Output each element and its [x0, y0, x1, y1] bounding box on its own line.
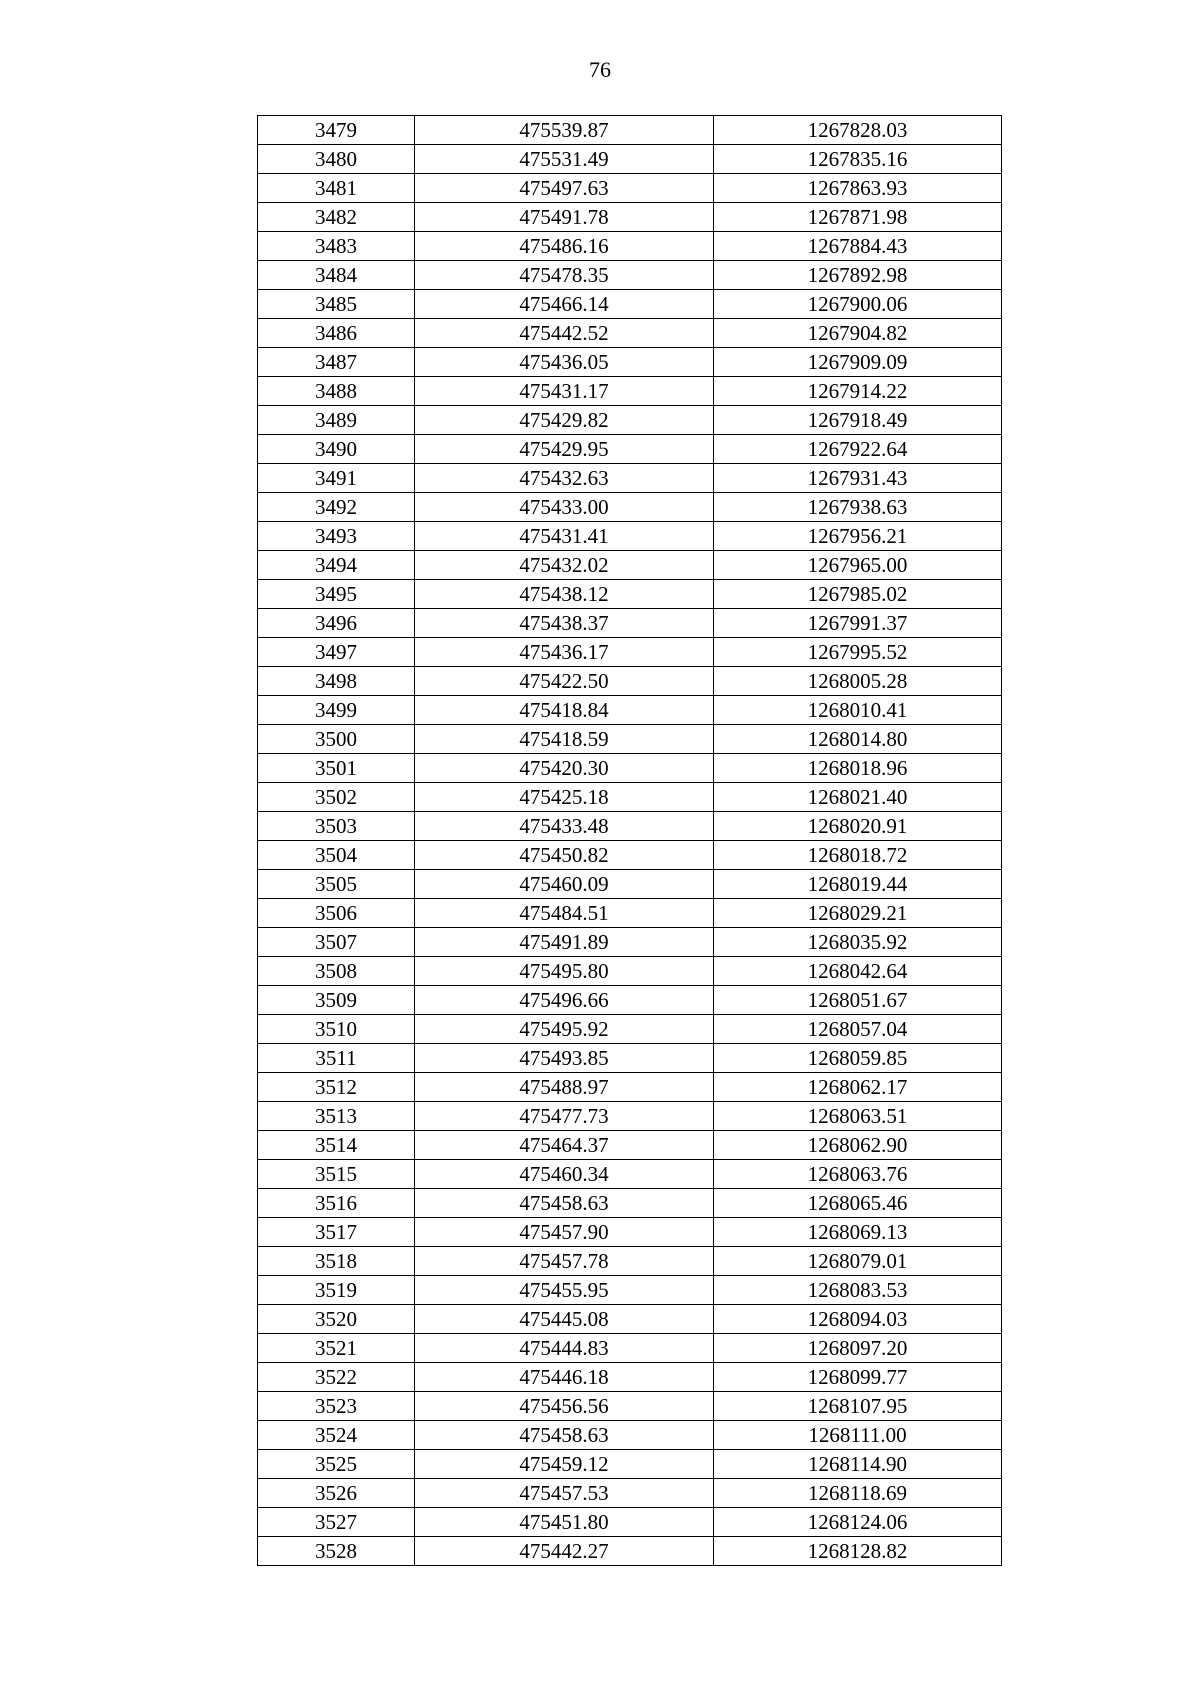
point-number-cell: 3517	[258, 1218, 415, 1247]
x-coordinate-cell: 475422.50	[415, 667, 714, 696]
y-coordinate-cell: 1268021.40	[714, 783, 1002, 812]
table-row	[258, 1334, 1002, 1363]
table-row	[258, 580, 1002, 609]
table-row	[258, 1102, 1002, 1131]
point-number-cell: 3479	[258, 116, 415, 145]
point-number-cell: 3527	[258, 1508, 415, 1537]
table-row	[258, 522, 1002, 551]
y-coordinate-cell: 1268029.21	[714, 899, 1002, 928]
x-coordinate-cell: 475493.85	[415, 1044, 714, 1073]
point-number-cell: 3506	[258, 899, 415, 928]
y-coordinate-cell: 1268020.91	[714, 812, 1002, 841]
x-coordinate-cell: 475460.09	[415, 870, 714, 899]
coordinates-table	[257, 115, 1002, 1566]
table-row	[258, 1305, 1002, 1334]
point-number-cell: 3486	[258, 319, 415, 348]
y-coordinate-cell: 1267938.63	[714, 493, 1002, 522]
y-coordinate-cell: 1268083.53	[714, 1276, 1002, 1305]
x-coordinate-cell: 475486.16	[415, 232, 714, 261]
x-coordinate-cell: 475458.63	[415, 1189, 714, 1218]
table-row	[258, 232, 1002, 261]
x-coordinate-cell: 475442.52	[415, 319, 714, 348]
point-number-cell: 3502	[258, 783, 415, 812]
table-row	[258, 783, 1002, 812]
table-row	[258, 377, 1002, 406]
point-number-cell: 3481	[258, 174, 415, 203]
x-coordinate-cell: 475484.51	[415, 899, 714, 928]
x-coordinate-cell: 475442.27	[415, 1537, 714, 1566]
table-row	[258, 319, 1002, 348]
x-coordinate-cell: 475436.05	[415, 348, 714, 377]
point-number-cell: 3485	[258, 290, 415, 319]
table-row	[258, 812, 1002, 841]
point-number-cell: 3488	[258, 377, 415, 406]
point-number-cell: 3480	[258, 145, 415, 174]
y-coordinate-cell: 1268065.46	[714, 1189, 1002, 1218]
point-number-cell: 3509	[258, 986, 415, 1015]
y-coordinate-cell: 1268063.76	[714, 1160, 1002, 1189]
table-row	[258, 203, 1002, 232]
y-coordinate-cell: 1267956.21	[714, 522, 1002, 551]
table-row	[258, 609, 1002, 638]
table-row	[258, 696, 1002, 725]
point-number-cell: 3496	[258, 609, 415, 638]
x-coordinate-cell: 475444.83	[415, 1334, 714, 1363]
x-coordinate-cell: 475425.18	[415, 783, 714, 812]
point-number-cell: 3487	[258, 348, 415, 377]
point-number-cell: 3512	[258, 1073, 415, 1102]
table-row	[258, 261, 1002, 290]
x-coordinate-cell: 475420.30	[415, 754, 714, 783]
y-coordinate-cell: 1268099.77	[714, 1363, 1002, 1392]
point-number-cell: 3513	[258, 1102, 415, 1131]
x-coordinate-cell: 475456.56	[415, 1392, 714, 1421]
table-row	[258, 1131, 1002, 1160]
x-coordinate-cell: 475457.78	[415, 1247, 714, 1276]
y-coordinate-cell: 1268069.13	[714, 1218, 1002, 1247]
table-row	[258, 1073, 1002, 1102]
table-row	[258, 1218, 1002, 1247]
x-coordinate-cell: 475477.73	[415, 1102, 714, 1131]
y-coordinate-cell: 1267985.02	[714, 580, 1002, 609]
point-number-cell: 3525	[258, 1450, 415, 1479]
point-number-cell: 3510	[258, 1015, 415, 1044]
table-row	[258, 667, 1002, 696]
y-coordinate-cell: 1267835.16	[714, 145, 1002, 174]
point-number-cell: 3519	[258, 1276, 415, 1305]
point-number-cell: 3514	[258, 1131, 415, 1160]
point-number-cell: 3495	[258, 580, 415, 609]
y-coordinate-cell: 1267863.93	[714, 174, 1002, 203]
table-row	[258, 116, 1002, 145]
y-coordinate-cell: 1267828.03	[714, 116, 1002, 145]
x-coordinate-cell: 475495.80	[415, 957, 714, 986]
x-coordinate-cell: 475495.92	[415, 1015, 714, 1044]
table-row	[258, 1450, 1002, 1479]
table-row	[258, 1479, 1002, 1508]
y-coordinate-cell: 1268094.03	[714, 1305, 1002, 1334]
point-number-cell: 3499	[258, 696, 415, 725]
table-row	[258, 1363, 1002, 1392]
x-coordinate-cell: 475478.35	[415, 261, 714, 290]
x-coordinate-cell: 475432.63	[415, 464, 714, 493]
point-number-cell: 3497	[258, 638, 415, 667]
table-row	[258, 290, 1002, 319]
y-coordinate-cell: 1268018.96	[714, 754, 1002, 783]
y-coordinate-cell: 1268019.44	[714, 870, 1002, 899]
y-coordinate-cell: 1268059.85	[714, 1044, 1002, 1073]
point-number-cell: 3522	[258, 1363, 415, 1392]
x-coordinate-cell: 475429.95	[415, 435, 714, 464]
point-number-cell: 3528	[258, 1537, 415, 1566]
table-row	[258, 986, 1002, 1015]
y-coordinate-cell: 1268079.01	[714, 1247, 1002, 1276]
x-coordinate-cell: 475450.82	[415, 841, 714, 870]
point-number-cell: 3518	[258, 1247, 415, 1276]
point-number-cell: 3492	[258, 493, 415, 522]
x-coordinate-cell: 475496.66	[415, 986, 714, 1015]
y-coordinate-cell: 1268111.00	[714, 1421, 1002, 1450]
x-coordinate-cell: 475466.14	[415, 290, 714, 319]
point-number-cell: 3490	[258, 435, 415, 464]
y-coordinate-cell: 1267904.82	[714, 319, 1002, 348]
y-coordinate-cell: 1268018.72	[714, 841, 1002, 870]
point-number-cell: 3501	[258, 754, 415, 783]
y-coordinate-cell: 1267884.43	[714, 232, 1002, 261]
table-row	[258, 754, 1002, 783]
page-number: 76	[589, 57, 611, 82]
point-number-cell: 3489	[258, 406, 415, 435]
x-coordinate-cell: 475459.12	[415, 1450, 714, 1479]
point-number-cell: 3491	[258, 464, 415, 493]
point-number-cell: 3521	[258, 1334, 415, 1363]
table-row	[258, 841, 1002, 870]
y-coordinate-cell: 1267900.06	[714, 290, 1002, 319]
point-number-cell: 3507	[258, 928, 415, 957]
table-row	[258, 1392, 1002, 1421]
x-coordinate-cell: 475464.37	[415, 1131, 714, 1160]
x-coordinate-cell: 475491.89	[415, 928, 714, 957]
table-row	[258, 1160, 1002, 1189]
y-coordinate-cell: 1268014.80	[714, 725, 1002, 754]
table-row	[258, 406, 1002, 435]
y-coordinate-cell: 1268107.95	[714, 1392, 1002, 1421]
table-row	[258, 1276, 1002, 1305]
coordinates-table-body	[258, 116, 1002, 1566]
point-number-cell: 3494	[258, 551, 415, 580]
table-row	[258, 464, 1002, 493]
point-number-cell: 3515	[258, 1160, 415, 1189]
table-row	[258, 870, 1002, 899]
y-coordinate-cell: 1267922.64	[714, 435, 1002, 464]
y-coordinate-cell: 1267914.22	[714, 377, 1002, 406]
table-row	[258, 435, 1002, 464]
x-coordinate-cell: 475431.41	[415, 522, 714, 551]
point-number-cell: 3503	[258, 812, 415, 841]
y-coordinate-cell: 1268057.04	[714, 1015, 1002, 1044]
x-coordinate-cell: 475438.37	[415, 609, 714, 638]
point-number-cell: 3483	[258, 232, 415, 261]
x-coordinate-cell: 475418.84	[415, 696, 714, 725]
y-coordinate-cell: 1268124.06	[714, 1508, 1002, 1537]
y-coordinate-cell: 1268042.64	[714, 957, 1002, 986]
y-coordinate-cell: 1268010.41	[714, 696, 1002, 725]
y-coordinate-cell: 1268062.90	[714, 1131, 1002, 1160]
table-row	[258, 1537, 1002, 1566]
y-coordinate-cell: 1267991.37	[714, 609, 1002, 638]
point-number-cell: 3523	[258, 1392, 415, 1421]
y-coordinate-cell: 1267918.49	[714, 406, 1002, 435]
point-number-cell: 3500	[258, 725, 415, 754]
table-row	[258, 1508, 1002, 1537]
table-row	[258, 348, 1002, 377]
y-coordinate-cell: 1268063.51	[714, 1102, 1002, 1131]
point-number-cell: 3482	[258, 203, 415, 232]
x-coordinate-cell: 475445.08	[415, 1305, 714, 1334]
point-number-cell: 3524	[258, 1421, 415, 1450]
y-coordinate-cell: 1267965.00	[714, 551, 1002, 580]
x-coordinate-cell: 475457.53	[415, 1479, 714, 1508]
x-coordinate-cell: 475446.18	[415, 1363, 714, 1392]
table-row	[258, 551, 1002, 580]
x-coordinate-cell: 475497.63	[415, 174, 714, 203]
table-row	[258, 725, 1002, 754]
point-number-cell: 3516	[258, 1189, 415, 1218]
y-coordinate-cell: 1268051.67	[714, 986, 1002, 1015]
point-number-cell: 3508	[258, 957, 415, 986]
table-row	[258, 145, 1002, 174]
y-coordinate-cell: 1267871.98	[714, 203, 1002, 232]
table-row	[258, 1044, 1002, 1073]
point-number-cell: 3520	[258, 1305, 415, 1334]
table-row	[258, 1247, 1002, 1276]
x-coordinate-cell: 475433.00	[415, 493, 714, 522]
point-number-cell: 3498	[258, 667, 415, 696]
x-coordinate-cell: 475438.12	[415, 580, 714, 609]
x-coordinate-cell: 475460.34	[415, 1160, 714, 1189]
x-coordinate-cell: 475531.49	[415, 145, 714, 174]
table-row	[258, 1421, 1002, 1450]
table-row	[258, 174, 1002, 203]
y-coordinate-cell: 1268118.69	[714, 1479, 1002, 1508]
point-number-cell: 3484	[258, 261, 415, 290]
table-row	[258, 957, 1002, 986]
y-coordinate-cell: 1267909.09	[714, 348, 1002, 377]
x-coordinate-cell: 475432.02	[415, 551, 714, 580]
x-coordinate-cell: 475458.63	[415, 1421, 714, 1450]
y-coordinate-cell: 1267931.43	[714, 464, 1002, 493]
y-coordinate-cell: 1268128.82	[714, 1537, 1002, 1566]
x-coordinate-cell: 475455.95	[415, 1276, 714, 1305]
table-row	[258, 1189, 1002, 1218]
point-number-cell: 3504	[258, 841, 415, 870]
table-row	[258, 638, 1002, 667]
y-coordinate-cell: 1268062.17	[714, 1073, 1002, 1102]
y-coordinate-cell: 1268005.28	[714, 667, 1002, 696]
table-row	[258, 899, 1002, 928]
point-number-cell: 3526	[258, 1479, 415, 1508]
y-coordinate-cell: 1268114.90	[714, 1450, 1002, 1479]
table-row	[258, 1015, 1002, 1044]
point-number-cell: 3511	[258, 1044, 415, 1073]
y-coordinate-cell: 1268035.92	[714, 928, 1002, 957]
x-coordinate-cell: 475451.80	[415, 1508, 714, 1537]
x-coordinate-cell: 475436.17	[415, 638, 714, 667]
x-coordinate-cell: 475488.97	[415, 1073, 714, 1102]
y-coordinate-cell: 1267995.52	[714, 638, 1002, 667]
point-number-cell: 3493	[258, 522, 415, 551]
x-coordinate-cell: 475491.78	[415, 203, 714, 232]
table-row	[258, 493, 1002, 522]
y-coordinate-cell: 1268097.20	[714, 1334, 1002, 1363]
point-number-cell: 3505	[258, 870, 415, 899]
x-coordinate-cell: 475431.17	[415, 377, 714, 406]
y-coordinate-cell: 1267892.98	[714, 261, 1002, 290]
x-coordinate-cell: 475418.59	[415, 725, 714, 754]
table-row	[258, 928, 1002, 957]
x-coordinate-cell: 475429.82	[415, 406, 714, 435]
x-coordinate-cell: 475539.87	[415, 116, 714, 145]
x-coordinate-cell: 475433.48	[415, 812, 714, 841]
x-coordinate-cell: 475457.90	[415, 1218, 714, 1247]
